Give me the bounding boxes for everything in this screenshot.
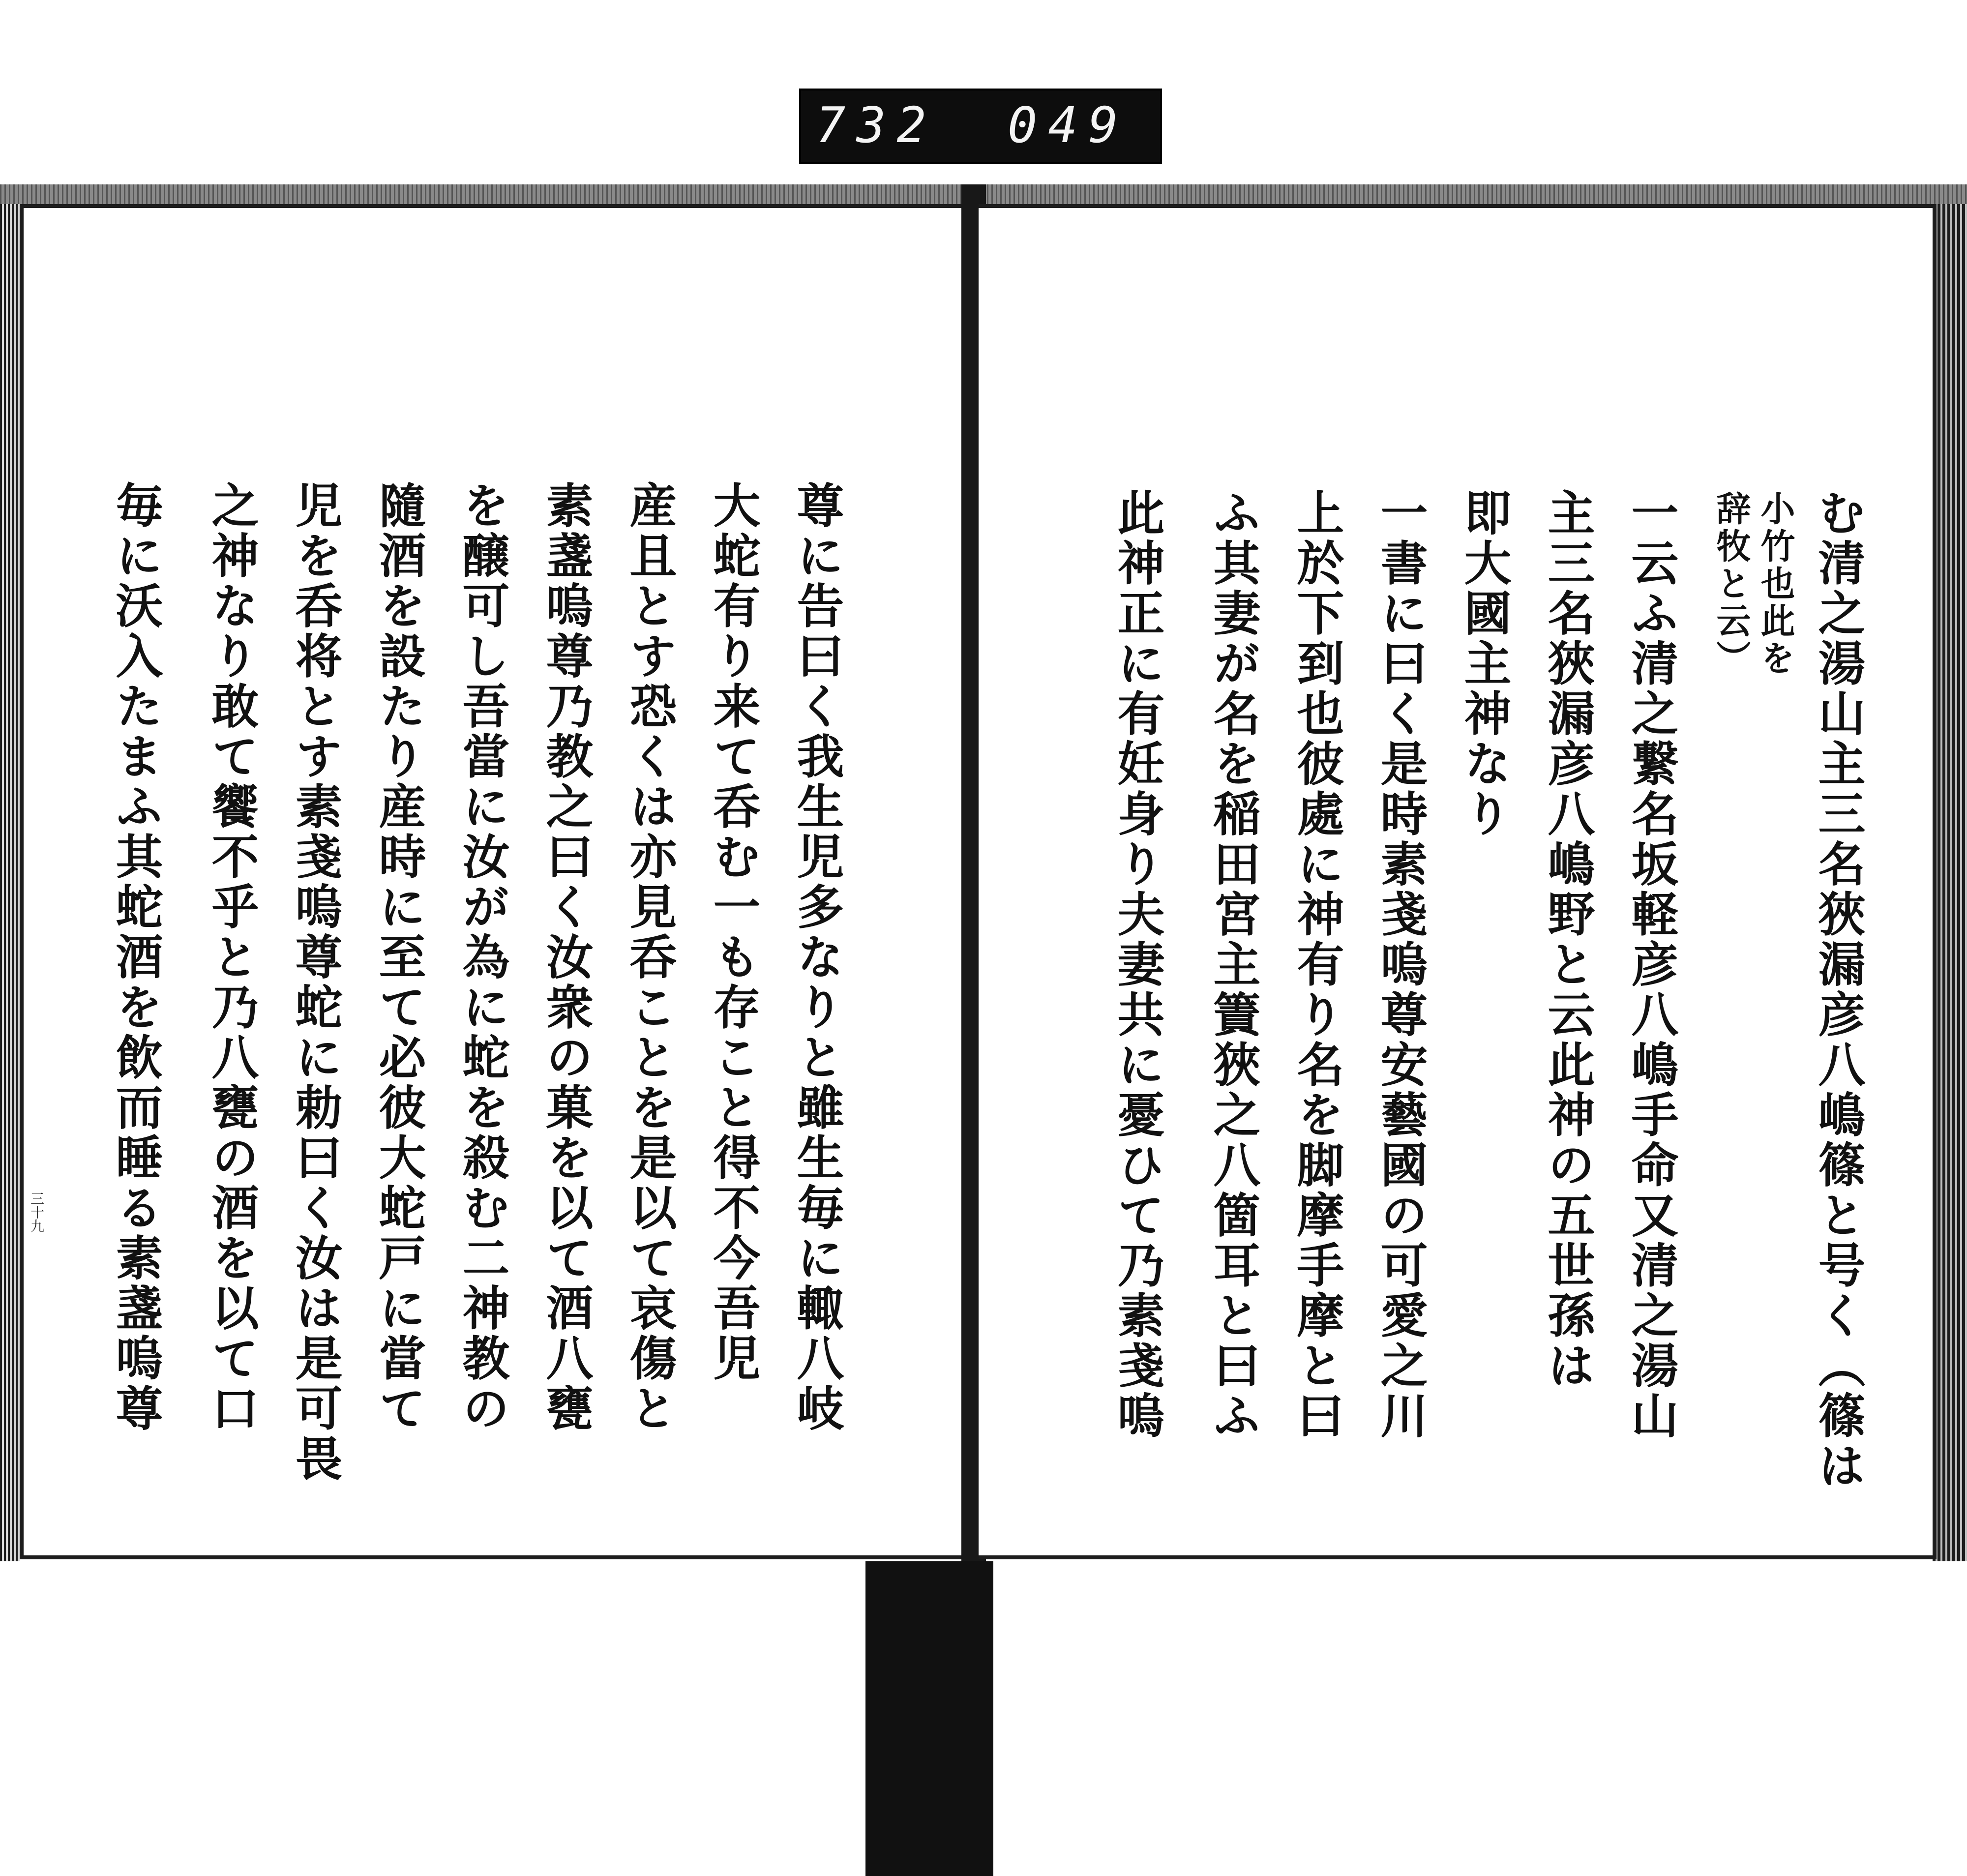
right-page [979, 204, 1937, 1559]
page-number: 三十九 [29, 1191, 45, 1233]
text-column: 大蛇有り来て呑む一も存こと得不今吾児 [706, 481, 761, 1384]
text-column: 毎に沃入たまふ其蛇酒を飲而睡る素盞嗚尊 [108, 481, 164, 1434]
text-column: む清之湯山主三名狹漏彦八嶋篠と号く（篠は [1811, 488, 1866, 1491]
left-page [20, 204, 973, 1559]
text-column: 即大國主神なり [1457, 488, 1512, 839]
text-column: 一云ふ清之繋名坂軽彦八嶋手命又清之湯山 [1624, 488, 1679, 1441]
film-frame-number: 049 [1008, 96, 1129, 154]
text-column: 一書に曰く是時素戔嗚尊安藝國の可愛之川 [1373, 488, 1429, 1441]
text-column: 児を呑将とす素戔嗚尊蛇に勅曰く汝は是可畏 [288, 481, 343, 1484]
film-frame-label [799, 89, 1162, 164]
text-column: 尊に告曰く我生児多なりと雖生毎に輙八岐 [789, 481, 845, 1434]
text-column: 之神なり敢て饗不乎と乃八甕の酒を以て口 [204, 481, 260, 1434]
text-column: 此神正に有妊身り夫妻共に憂ひて乃素戔嗚 [1110, 488, 1165, 1441]
left-page-stack-edge [0, 204, 20, 1561]
text-column: 上於下到也彼處に神有り名を脚摩手摩と曰 [1289, 488, 1345, 1441]
text-column: 主三名狹漏彦八嶋野と云此神の五世孫は [1540, 488, 1596, 1391]
annotation-column: 小竹也此を [1755, 491, 1796, 678]
text-column: 隨酒を設たり産時に至て必彼大蛇戸に當て [371, 481, 427, 1434]
annotation-column: 辞牧と云） [1711, 491, 1752, 678]
film-reel-number: 732 [816, 96, 937, 154]
text-column: 素盞嗚尊乃教之曰く汝衆の菓を以て酒八甕 [538, 481, 594, 1434]
book-bottom-shadow [865, 1561, 993, 1876]
text-column: 産且とす恐くは亦見呑ことを是以て哀傷と [622, 481, 678, 1434]
right-page-stack-edge [1933, 204, 1967, 1561]
open-book-spread [0, 184, 1967, 1561]
text-column: を醸可し吾當に汝が為に蛇を殺む二神教の [455, 481, 510, 1434]
text-column: ふ其妻が名を稲田宮主簀狹之八箇耳と曰ふ [1206, 488, 1261, 1441]
